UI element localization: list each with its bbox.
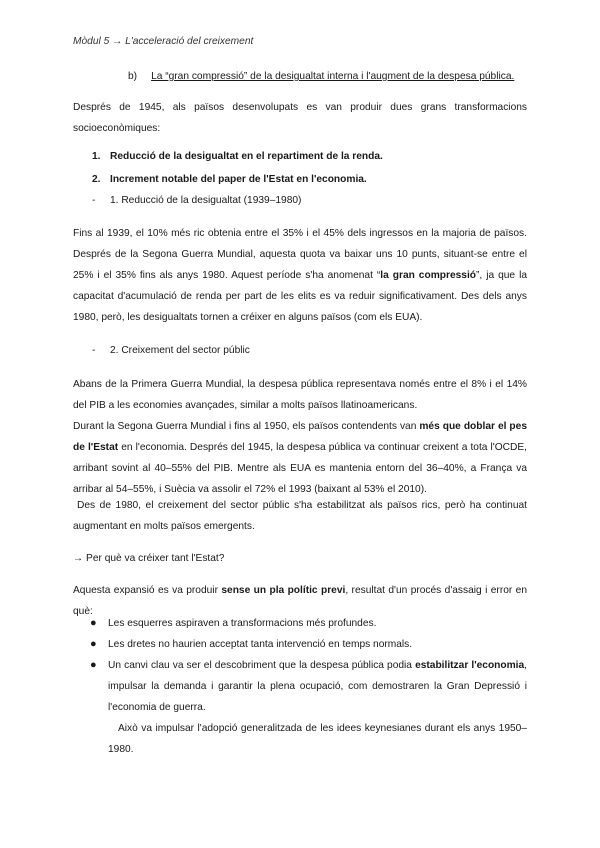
bold-run: més que doblar el pes de l'Estat (73, 421, 527, 453)
section-heading-text: 1. Reducció de la desigualtat (1939–1980) (110, 195, 302, 206)
dash-marker: - (92, 195, 96, 206)
numbered-item-number: 1. (92, 151, 101, 162)
section-heading-inequality (92, 195, 301, 206)
text-run: , impulsar la demanda i garantir la plena ocupació, com demostraren la Gran Depressió i l'economia de guerra. (108, 660, 528, 713)
bullet-icon: ● (90, 617, 97, 629)
war-spending-paragraph (73, 416, 527, 500)
bullet-text (108, 613, 527, 634)
numbered-item-text: Reducció de la desigualtat en el repartiment de la renda. (110, 151, 383, 162)
bold-run: la gran compressió (380, 270, 476, 281)
bold-run: sense un pla polític previ (221, 585, 346, 596)
running-header: Mòdul 5 → L'acceleració del creixement (73, 36, 254, 47)
text-run: Durant la Segona Guerra Mundial i fins al 1950, els països contendents van (73, 421, 420, 432)
bullet-icon: ● (90, 659, 97, 671)
text-run: Un canvi clau va ser el descobriment que la despesa pública podia (108, 660, 416, 671)
text-run: en l'economia. Després del 1945, la despesa pública va continuar creixent a tota l'OCDE, arribant sovint al 40–55% del PIB. Mentre als EUA es mantenia entorn del 36–40%, a França va arribar al 54–55%, i Suècia va assolir el 72% el 1993 (baixant al 53% el 2010). (73, 442, 527, 495)
text-run: Les dretes no haurien acceptat tanta intervenció en temps normals. (108, 639, 413, 650)
post-1980-paragraph: Des de 1980, el creixement del sector públic s'ha estabilitzat als països rics, però ha continuat augmentant en molts països emergents. (73, 500, 527, 532)
numbered-item-2 (92, 174, 367, 185)
bullet-item-keynes (90, 655, 527, 718)
bullet-text (108, 634, 527, 655)
bullet-item-left (90, 613, 527, 634)
text-run: Fins al 1939, el 10% més ric obtenia entre el 35% i el 45% dels ingressos en la majoria de països. Després de la Segona Guerra Mundial, aquesta quota va baixar uns 10 punts, situant-se entre el 25% i el 35% fins als anys 1980. Aquest període s'ha anomenat “ (73, 228, 527, 281)
section-subtitle (128, 71, 514, 82)
intro-paragraph: Després de 1945, als països desenvolupats es van produir dues grans transformacions socioeconòmiques: (73, 102, 527, 134)
closing-paragraph: Això va impulsar l'adopció generalitzada de les idees keynesianes durant els anys 1950–1980. (108, 723, 527, 755)
bullet-text (108, 655, 527, 718)
numbered-item-1 (92, 151, 383, 162)
inequality-paragraph (73, 223, 527, 328)
dash-marker: - (92, 345, 96, 356)
text-run: Aquesta expansió es va produir (73, 585, 222, 596)
subtitle-label: b) (128, 71, 138, 82)
text-run: Les esquerres aspiraven a transformacions més profundes. (108, 618, 377, 629)
text-run: , resultat d'un procés d'assaig i error en què: (73, 585, 527, 617)
numbered-item-text: Increment notable del paper de l'Estat en l'economia. (110, 174, 367, 185)
bold-run: estabilitzar l'economia (415, 660, 525, 671)
section-heading-text: 2. Creixement del sector públic (110, 345, 250, 356)
section-heading-public-sector (92, 345, 250, 356)
numbered-item-number: 2. (92, 174, 101, 185)
question-line: → Per què va créixer tant l'Estat? (73, 553, 225, 564)
text-run: ”, ja que la capacitat d'acumulació de renda per part de les elits es va reduir significativament. Des dels anys 1980, però, les desigualtats tornen a créixer en alguns països (com els EUA). (73, 270, 527, 323)
subtitle-text: La “gran compressió” de la desigualtat interna i l'augment de la despesa pública. (151, 71, 515, 82)
bullet-icon: ● (90, 638, 97, 650)
public-spending-paragraph: Abans de la Primera Guerra Mundial, la despesa pública representava només entre el 8% i el 14% del PIB a les economies avançades, similar a molts països llatinoamericans. (73, 379, 527, 411)
bullet-item-right (90, 634, 527, 655)
